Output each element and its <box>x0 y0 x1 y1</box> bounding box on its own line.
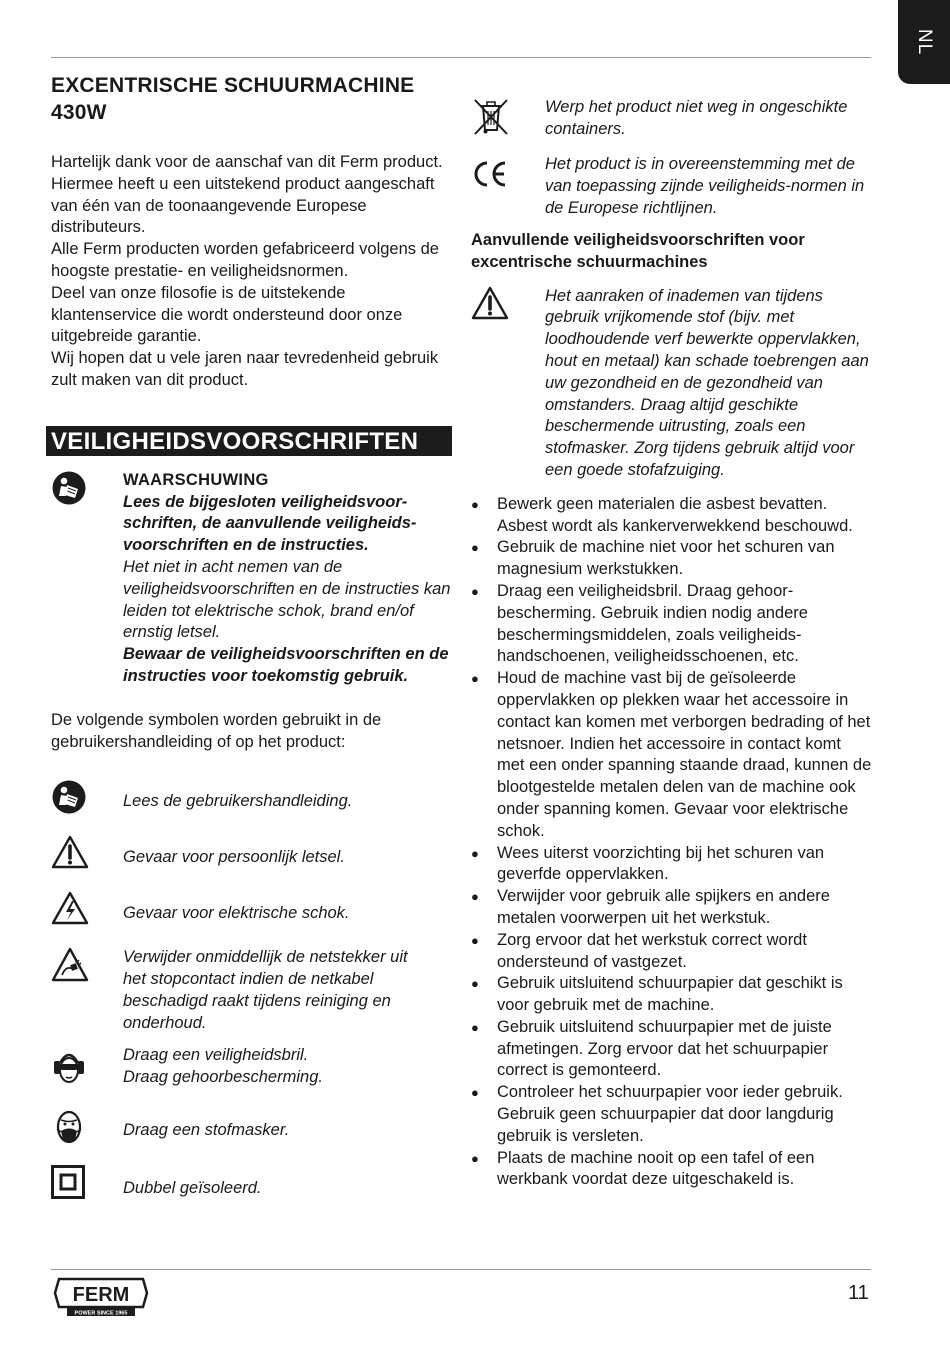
symbol-row <box>51 779 453 835</box>
page-title <box>51 72 453 126</box>
title-line-2: 430W <box>51 101 107 124</box>
symbol-row <box>51 835 453 891</box>
symbol-row <box>51 891 453 947</box>
list-item: ● Draag een veiligheidsbril. Draag gehoor-bescherming. Gebruik indien nodig andere beschermingsmiddelen, zoals veiligheids-handschoenen, veiligheidsschoenen, etc. <box>471 581 873 668</box>
left-column <box>51 72 453 1217</box>
crossed-bin-icon <box>471 97 543 154</box>
goggles-label: Draag een veiligheidsbril. <box>123 1046 309 1065</box>
intro-paragraph: Deel van onze filosofie is de uitstekende klantenservice die wordt ondersteund door onze uitgebreide garantie. <box>51 283 403 346</box>
symbol-label: Lees de gebruikershandleiding. <box>123 792 353 811</box>
list-item: ● Gebruik uitsluitend schuurpapier met de juiste afmetingen. Zorg ervoor dat het schuurpapier correct is gemonteerd. <box>471 1017 873 1082</box>
warning-heading: WAARSCHUWING <box>123 470 269 489</box>
symbol-row <box>471 97 873 154</box>
goggles-ear-protection-icon <box>51 1045 123 1103</box>
footer-rule <box>51 1269 871 1270</box>
read-manual-icon <box>51 779 123 835</box>
dust-warning-text: Het aanraken of inademen van tijdens gebruik vrijkomende stof (bijv. met loodhoudende verf bewerkte oppervlakken, hout en metaal) kan schade toebrengen aan uw gezondheid en de gezondheid van omstanders. Draag altijd geschikte beschermende uitrusting, zoals een stofmasker. Zorg tijdens gebruik altijd voor een goede stofafzuiging. <box>545 286 869 479</box>
intro-paragraph: Alle Ferm producten worden gefabriceerd volgens de hoogste prestatie- en veiligheidsnormen. <box>51 240 439 280</box>
language-tab <box>898 0 950 84</box>
warning-body: Het niet in acht nemen van de veiligheidsvoorschriften en de instructies kan leiden tot elektrische schok, brand en/of ernstig letsel. <box>123 557 451 642</box>
symbol-label: Werp het product niet weg in ongeschikte containers. <box>545 98 848 138</box>
intro-paragraph: Wij hopen dat u vele jaren naar tevredenheid gebruik zult maken van dit product. <box>51 349 439 389</box>
symbol-row <box>51 947 453 1045</box>
list-item: ● Bewerk geen materialen die asbest bevatten. Asbest wordt als kankerverwekkend beschouwd. <box>471 494 873 538</box>
logo-text: FERM <box>72 1284 130 1306</box>
warning-bold-1: Lees de bijgesloten veiligheidsvoor-schriften, de aanvullende veiligheids-voorschriften en de instructies. <box>123 492 417 555</box>
symbol-label: Gevaar voor persoonlijk letsel. <box>123 848 345 867</box>
title-line-1: EXCENTRISCHE SCHUURMACHINE <box>51 74 415 97</box>
symbol-label <box>123 1045 453 1103</box>
list-item: ● Zorg ervoor dat het werkstuk correct wordt ondersteund of vastgezet. <box>471 930 873 974</box>
section-banner: VEILIGHEIDSVOORSCHRIFTEN <box>46 426 452 456</box>
intro-text <box>51 152 453 392</box>
read-manual-icon <box>51 470 123 688</box>
dust-warning-block <box>471 286 873 482</box>
logo-tagline: POWER SINCE 1965 <box>74 1310 128 1317</box>
safety-bullet-list <box>471 494 873 1192</box>
list-item: ● Gebruik de machine niet voor het schuren van magnesium werkstukken. <box>471 537 873 581</box>
language-tab-label: NL <box>913 28 935 56</box>
electric-shock-icon <box>51 891 123 947</box>
ce-mark-icon <box>471 154 543 230</box>
double-insulated-icon <box>51 1161 123 1217</box>
sub-heading: Aanvullende veiligheidsvoorschriften voor excentrische schuurmachines <box>471 231 805 271</box>
symbol-label: Gevaar voor elektrische schok. <box>123 904 350 923</box>
symbols-intro <box>51 710 453 754</box>
list-item: ● Plaats de machine nooit op een tafel of een werkbank voordat deze uitgeschakeld is. <box>471 1148 873 1192</box>
dust-mask-icon <box>51 1103 123 1161</box>
header-rule <box>51 57 871 58</box>
warning-block <box>51 470 453 688</box>
symbol-label: Het product is in overeenstemming met de van toepassing zijnde veiligheids-normen in de Europese richtlijnen. <box>545 155 865 217</box>
warning-text <box>123 470 453 688</box>
list-item: ● Wees uiterst voorzichting bij het schuren van geverfde oppervlakken. <box>471 843 873 887</box>
warning-bold-2: Bewaar de veiligheidsvoorschriften en de instructies voor toekomstig gebruik. <box>123 645 449 685</box>
right-column <box>471 97 873 1191</box>
list-item: ● Controleer het schuurpapier voor ieder gebruik. Gebruik geen schuurpapier dat door langdurig gebruik is versleten. <box>471 1082 873 1147</box>
symbol-label: Draag een stofmasker. <box>123 1121 290 1140</box>
unplug-icon <box>51 947 123 1045</box>
symbols-intro-text: De volgende symbolen worden gebruikt in de gebruikershandleiding of op het product: <box>51 710 382 751</box>
intro-paragraph: Hartelijk dank voor de aanschaf van dit Ferm product. <box>51 153 443 171</box>
list-item: ● Houd de machine vast bij de geïsoleerde oppervlakken op plekken waar het accessoire in contact kan komen met verborgen bedrading of het netsnoer. Indien het accessoire in contact komt met een onder spanning staande draad, kunnen de blootgestelde metalen delen van de machine ook onder spanning komen. Gevaar voor elektrische schok. <box>471 668 873 842</box>
warning-triangle-icon <box>471 286 543 482</box>
symbol-row <box>51 1161 453 1217</box>
ear-protection-label: Draag gehoorbescherming. <box>123 1068 323 1087</box>
ferm-logo <box>53 1275 149 1322</box>
list-item: ● Gebruik uitsluitend schuurpapier dat geschikt is voor gebruik met de machine. <box>471 973 873 1017</box>
symbol-label: Verwijder onmiddellijk de netstekker uit het stopcontact indien de netkabel beschadigd raakt tijdens reiniging en onderhoud. <box>123 948 408 1032</box>
intro-paragraph: Hiermee heeft u een uitstekend product aangeschaft van één van de toonaangevende Europese distributeurs. <box>51 174 435 237</box>
symbol-row <box>51 1045 453 1103</box>
warning-triangle-icon <box>51 835 123 891</box>
list-item: ● Verwijder voor gebruik alle spijkers en andere metalen voorwerpen uit het werkstuk. <box>471 886 873 930</box>
symbol-label: Dubbel geïsoleerd. <box>123 1179 262 1198</box>
symbol-row <box>51 1103 453 1161</box>
symbol-row <box>471 154 873 230</box>
symbols-list <box>51 779 453 1217</box>
page-number: 11 <box>848 1282 869 1304</box>
